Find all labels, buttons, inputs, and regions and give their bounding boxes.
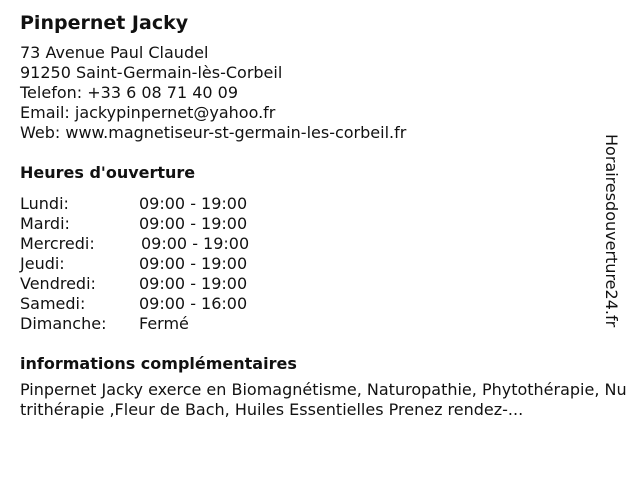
contact-block — [20, 43, 406, 143]
time-value: 09:00 - 19:00 — [139, 274, 248, 293]
hours-row-sunday — [20, 314, 320, 334]
additional-info-heading: informations complémentaires — [20, 354, 297, 373]
day-label: Mardi: — [20, 214, 70, 233]
day-label: Lundi: — [20, 194, 69, 213]
day-label: Jeudi: — [20, 254, 65, 273]
opening-hours-heading: Heures d'ouverture — [20, 163, 196, 182]
hours-row-tuesday — [20, 214, 320, 234]
email-address[interactable]: Email: jackypinpernet@yahoo.fr — [20, 103, 276, 122]
phone-number[interactable]: Telefon: +33 6 08 71 40 09 — [20, 83, 239, 102]
business-name: Pinpernet Jacky — [20, 12, 189, 34]
hours-row-thursday — [20, 254, 320, 274]
site-watermark — [603, 134, 640, 344]
day-label: Vendredi: — [20, 274, 96, 293]
time-value: 09:00 - 16:00 — [139, 294, 248, 313]
address-city: 91250 Saint-Germain-lès-Corbeil — [20, 63, 283, 82]
site-watermark-text: Horairesdouverture24.fr — [602, 134, 621, 328]
time-value: 09:00 - 19:00 — [141, 234, 250, 253]
hours-row-friday — [20, 274, 320, 294]
time-value: 09:00 - 19:00 — [139, 214, 248, 233]
opening-hours-table — [20, 194, 320, 334]
time-value: 09:00 - 19:00 — [139, 254, 248, 273]
day-label: Mercredi: — [20, 234, 95, 253]
day-label: Dimanche: — [20, 314, 107, 333]
hours-row-wednesday — [20, 234, 320, 254]
hours-row-saturday — [20, 294, 320, 314]
time-value: Fermé — [139, 314, 189, 333]
day-label: Samedi: — [20, 294, 86, 313]
website-link[interactable]: Web: www.magnetiseur-st-germain-les-corbeil.fr — [20, 123, 407, 142]
time-value: 09:00 - 19:00 — [139, 194, 248, 213]
additional-info-text: Pinpernet Jacky exerce en Biomagnétisme, Naturopathie, Phytothérapie, Nutrithérapie ,Fleur de Bach, Huiles Essentielles Prenez rendez-... — [20, 380, 627, 419]
hours-row-monday — [20, 194, 320, 214]
address-street: 73 Avenue Paul Claudel — [20, 43, 209, 62]
